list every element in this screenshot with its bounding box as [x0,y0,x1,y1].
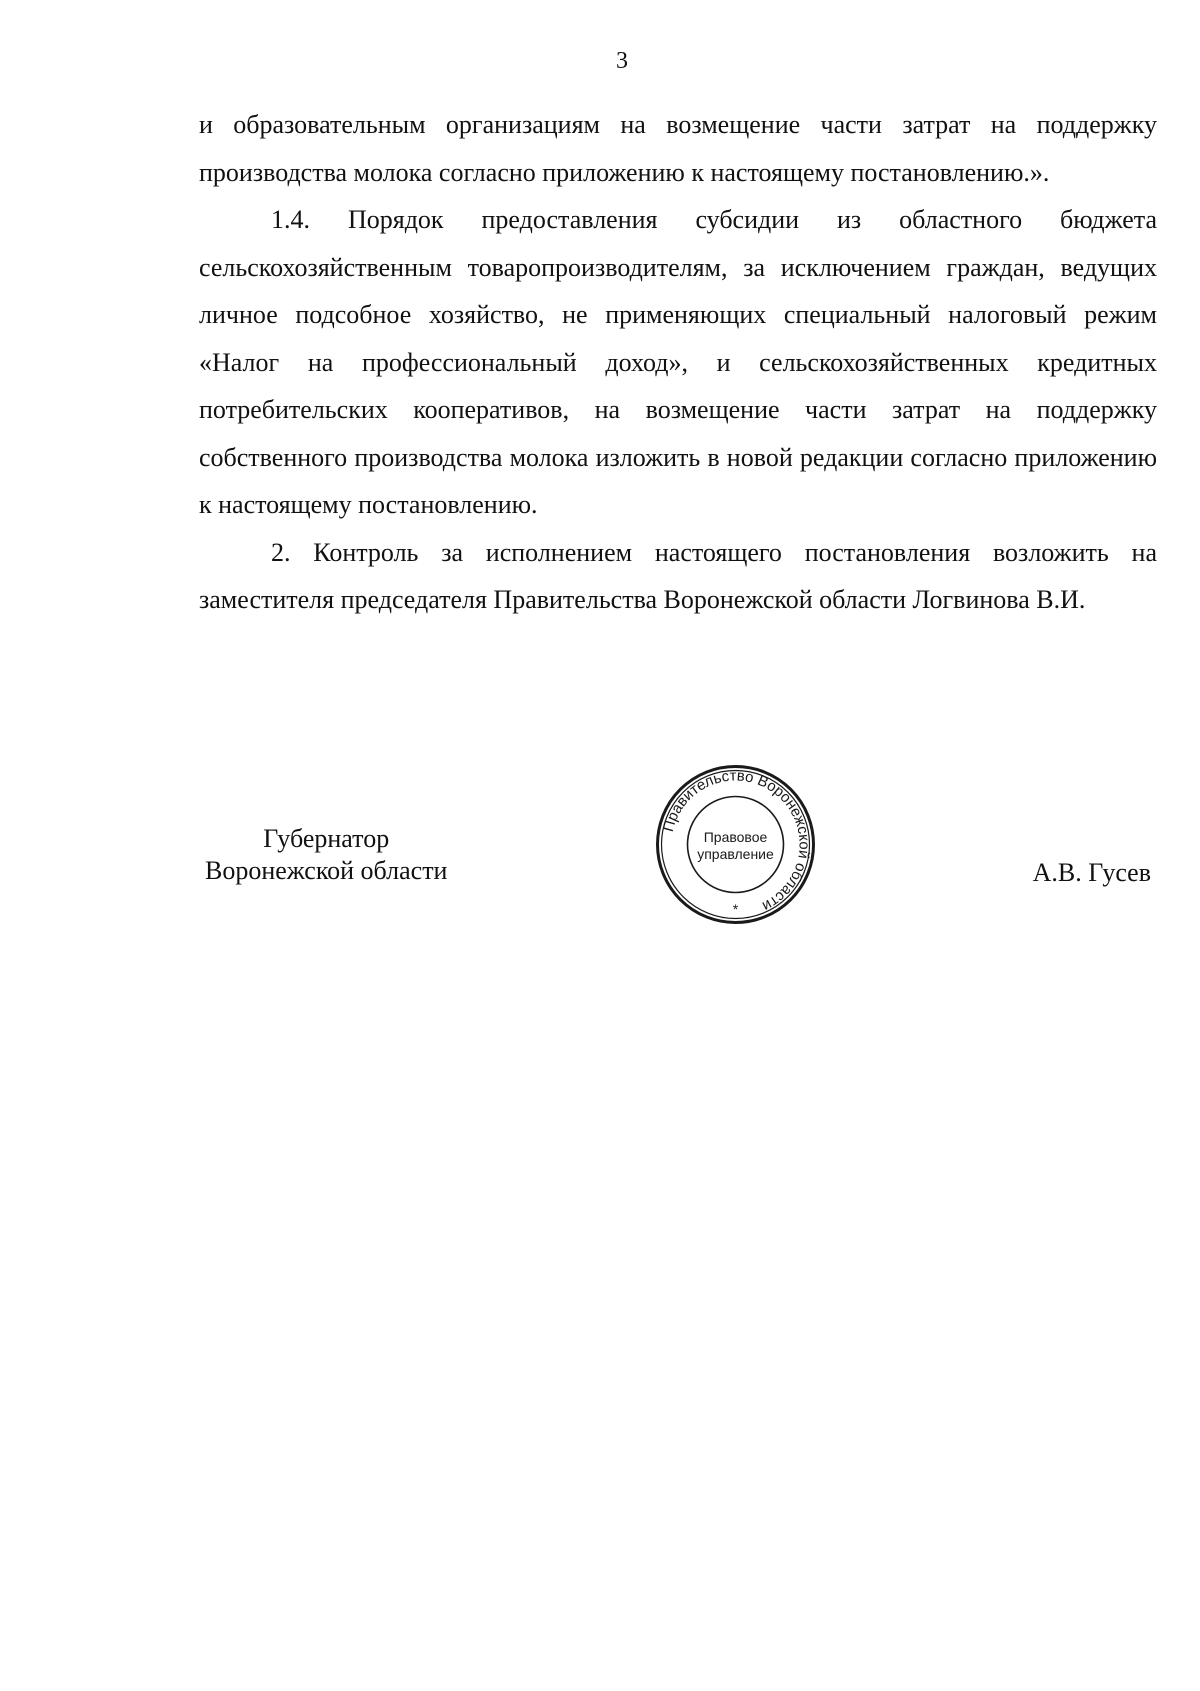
official-stamp [653,762,818,927]
paragraph-item-1-4: 1.4. Порядок предоставления субсидии из областного бюджета сельскохозяйственным товаропроизводителям, за исключением граждан, ведущих личное подсобное хозяйство, не применяющих специальный налоговый режим «Налог на профессиональный доход», и сельскохозяйственных кредитных потребительских кооперативов, на возмещение части затрат на поддержку собственного производства молока изложить в новой редакции согласно приложению к настоящему постановлению. [199,205,1157,519]
stamp-star-mark: * [732,901,739,917]
signatory-name: А.В. Гусев [1032,858,1151,887]
paragraph-item-2: 2. Контроль за исполнением настоящего постановления возложить на заместителя председателя Правительства Воронежской области Логвинова В.И. [199,537,1157,614]
stamp-seal-graphic [653,762,818,927]
signatory-title-line1: Губернатор [263,824,390,853]
stamp-outer-text: Правительство Воронежской области [659,767,813,915]
paragraph-continuation: и образовательным организациям на возмещение части затрат на поддержку производства молока согласно приложению к настоящему постановлению.». [199,110,1157,187]
signatory-title-line2: Воронежской области [205,856,448,885]
page-number: 3 [616,48,628,74]
stamp-center-line1: Правовое [703,829,768,845]
signatory-title [205,823,447,887]
document-body [199,101,1157,624]
stamp-center-line2: управление [697,846,774,862]
